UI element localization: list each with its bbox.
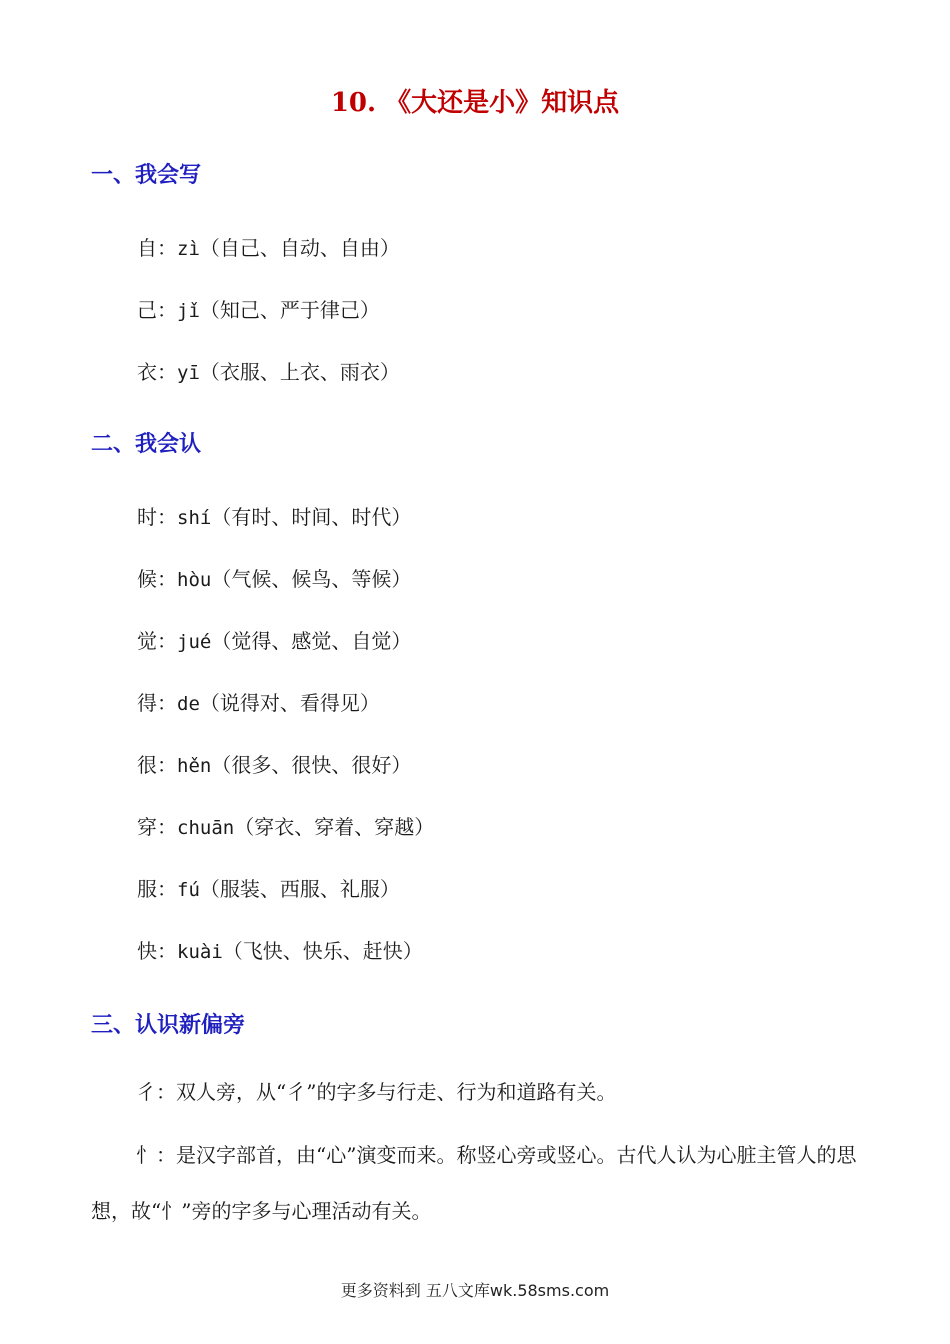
- entry-char: 快: [137, 939, 157, 963]
- entry-words: （气候、候鸟、等候）: [211, 567, 412, 591]
- entry-pinyin: kuài: [177, 941, 223, 963]
- entry-words: （飞快、快乐、赶快）: [222, 939, 423, 963]
- list-item: [137, 811, 434, 840]
- entry-char: 候: [137, 567, 157, 591]
- entry-pinyin: de: [177, 693, 200, 715]
- entry-words: （穿衣、穿着、穿越）: [234, 815, 435, 839]
- entry-separator: ：: [157, 629, 177, 653]
- list-item: [137, 873, 400, 902]
- entry-char: 时: [137, 505, 157, 529]
- entry-char: 得: [137, 691, 157, 715]
- radical-paragraph: 忄：是汉字部首，由“心”演变而来。称竖心旁或竖心。古代人认为心脏主管人的思想，故“忄”旁的字多与心理活动有关。: [91, 1143, 857, 1223]
- entry-words: （知己、严于律己）: [199, 298, 380, 322]
- entry-words: （服装、西服、礼服）: [199, 877, 400, 901]
- page-title: 10. 《大还是小》知识点: [330, 88, 620, 118]
- entry-pinyin: yī: [177, 362, 200, 384]
- entry-char: 衣: [137, 360, 157, 384]
- list-item: [137, 749, 411, 778]
- entry-separator: ：: [157, 505, 177, 529]
- entry-char: 自: [137, 236, 157, 260]
- entry-separator: ：: [157, 360, 177, 384]
- entry-pinyin: jué: [177, 631, 212, 653]
- entry-pinyin: jǐ: [177, 300, 200, 322]
- entry-words: （说得对、看得见）: [199, 691, 380, 715]
- list-item: [137, 935, 423, 964]
- entry-char: 很: [137, 753, 157, 777]
- entry-pinyin: shí: [177, 507, 212, 529]
- list-item: [137, 232, 400, 261]
- entry-separator: ：: [157, 939, 177, 963]
- entry-char: 觉: [137, 629, 157, 653]
- entry-char: 己: [137, 298, 157, 322]
- entry-char: 服: [137, 877, 157, 901]
- entry-words: （衣服、上衣、雨衣）: [199, 360, 400, 384]
- entry-pinyin: zì: [177, 238, 200, 260]
- entry-pinyin: fú: [177, 879, 200, 901]
- section-heading-recognize: 二、我会认: [91, 432, 202, 457]
- entry-separator: ：: [157, 691, 177, 715]
- entry-char: 穿: [137, 815, 157, 839]
- entry-pinyin: hòu: [177, 569, 212, 591]
- entry-separator: ：: [157, 815, 177, 839]
- entry-words: （自己、自动、自由）: [199, 236, 400, 260]
- entry-separator: ：: [157, 298, 177, 322]
- radical-paragraph: 彳：双人旁，从“彳”的字多与行走、行为和道路有关。: [136, 1080, 617, 1104]
- entry-words: （觉得、感觉、自觉）: [211, 629, 412, 653]
- list-item: [137, 356, 400, 385]
- entry-separator: ：: [157, 236, 177, 260]
- entry-words: （有时、时间、时代）: [211, 505, 412, 529]
- section-heading-radicals: 三、认识新偏旁: [91, 1013, 246, 1038]
- section-heading-write: 一、我会写: [91, 163, 202, 188]
- list-item: [137, 563, 411, 592]
- list-item: [137, 625, 411, 654]
- entry-pinyin: hěn: [177, 755, 212, 777]
- footer-link-text: 更多资料到 五八文库wk.58sms.com: [340, 1281, 610, 1300]
- entry-separator: ：: [157, 753, 177, 777]
- entry-separator: ：: [157, 567, 177, 591]
- entry-pinyin: chuān: [177, 817, 235, 839]
- entry-words: （很多、很快、很好）: [211, 753, 412, 777]
- list-item: [137, 294, 380, 323]
- list-item: [137, 687, 380, 716]
- list-item: [137, 501, 411, 530]
- entry-separator: ：: [157, 877, 177, 901]
